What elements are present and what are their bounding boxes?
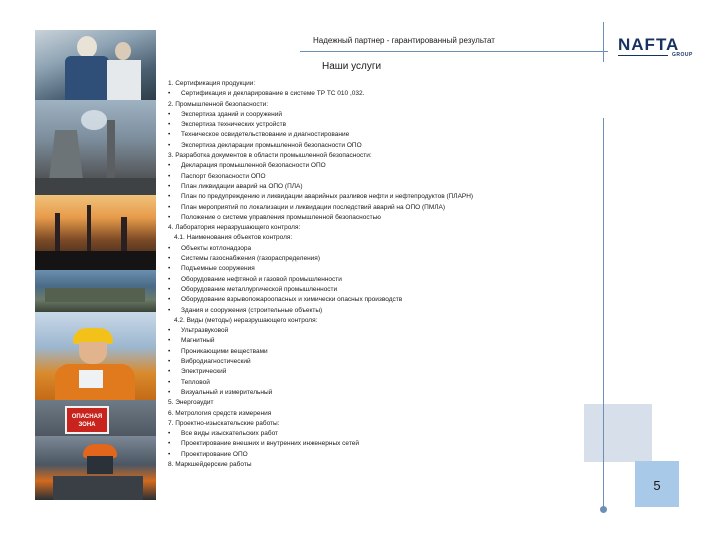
service-item-text: Оборудование металлургической промышленности xyxy=(181,285,338,293)
company-logo xyxy=(618,36,696,62)
service-heading: 7. Проектно-изыскательские работы: xyxy=(168,419,280,427)
service-bullet-item xyxy=(168,110,588,120)
service-heading: 2. Промышленной безопасности: xyxy=(168,100,269,108)
service-bullet-item xyxy=(168,203,588,213)
logo-group-label: GROUP xyxy=(672,52,693,58)
bullet-icon: • xyxy=(168,358,171,366)
bullet-icon: • xyxy=(168,121,171,129)
service-bullet-item xyxy=(168,388,588,398)
service-item-text: Объекты котлонадзора xyxy=(181,244,252,252)
photo-welder xyxy=(35,436,156,500)
bullet-icon: • xyxy=(168,255,171,263)
photo-engineers xyxy=(35,30,156,100)
service-bullet-item xyxy=(168,347,588,357)
service-item-text: Все виды изыскательских работ xyxy=(181,430,279,438)
decorative-square-light xyxy=(584,404,652,462)
bullet-icon: • xyxy=(168,378,171,386)
services-list xyxy=(168,79,588,470)
bullet-icon: • xyxy=(168,193,171,201)
decorative-dot xyxy=(600,506,607,513)
service-item-text: Электрический xyxy=(181,368,227,376)
service-bullet-item xyxy=(168,192,588,202)
logo-underline xyxy=(618,55,668,56)
service-item-text: Экспертиза декларации промышленной безопасности ОПО xyxy=(181,141,362,149)
bullet-icon: • xyxy=(168,368,171,376)
service-bullet-item xyxy=(168,120,588,130)
service-item-text: Проникающими веществами xyxy=(181,347,268,355)
bullet-icon: • xyxy=(168,327,171,335)
photo-warning-sign: ОПАСНАЯ ЗОНА xyxy=(35,400,156,436)
service-bullet-item xyxy=(168,295,588,305)
photo-collage xyxy=(35,30,156,500)
service-item-text: Проектирование внешних и внутренних инженерных сетей xyxy=(181,440,359,448)
service-item-text: Оборудование взрывопожароопасных и химически опасных производств xyxy=(181,296,403,304)
service-bullet-item xyxy=(168,378,588,388)
service-item-text: Положение о системе управления промышленной безопасностью xyxy=(181,213,381,221)
service-item-text: Паспорт безопасности ОПО xyxy=(181,172,266,180)
service-bullet-item xyxy=(168,161,588,171)
photo-worker-helmet xyxy=(35,312,156,400)
service-bullet-item xyxy=(168,439,588,449)
bullet-icon: • xyxy=(168,306,171,314)
bullet-icon: • xyxy=(168,450,171,458)
decorative-vertical-line xyxy=(603,118,604,510)
service-item-text: Сертификация и декларирование в системе ТР ТС 010 ,032. xyxy=(181,90,365,98)
service-item-text: Тепловой xyxy=(181,378,210,386)
service-item-text: Вибродиагностический xyxy=(181,358,251,366)
service-item-text: Оборудование нефтяной и газовой промышленности xyxy=(181,275,342,283)
service-heading: 5. Энергоаудит xyxy=(168,399,214,407)
bullet-icon: • xyxy=(168,182,171,190)
service-bullet-item xyxy=(168,326,588,336)
service-bullet-item xyxy=(168,254,588,264)
service-bullet-item xyxy=(168,336,588,346)
bullet-icon: • xyxy=(168,90,171,98)
service-item-text: План ликвидации аварий на ОПО (ПЛА) xyxy=(181,182,303,190)
header-vertical-divider xyxy=(603,22,604,62)
service-bullet-item xyxy=(168,130,588,140)
photo-power-plant xyxy=(35,100,156,195)
page-number: 5 xyxy=(653,478,661,493)
service-bullet-item xyxy=(168,141,588,151)
service-bullet-item xyxy=(168,172,588,182)
service-item-text: Экспертиза зданий и сооружений xyxy=(181,110,283,118)
service-bullet-item xyxy=(168,244,588,254)
service-bullet-item xyxy=(168,89,588,99)
bullet-icon: • xyxy=(168,440,171,448)
bullet-icon: • xyxy=(168,203,171,211)
service-bullet-item xyxy=(168,429,588,439)
service-item-text: Экспертиза технических устройств xyxy=(181,121,287,129)
service-bullet-item xyxy=(168,367,588,377)
service-item-text: Ультразвуковой xyxy=(181,327,229,335)
service-item-text: План по предупреждению и ликвидации аварийных разливов нефти и нефтепродуктов (ПЛАРН) xyxy=(181,193,474,201)
bullet-icon: • xyxy=(168,110,171,118)
service-item-text: План мероприятий по локализации и ликвидации последствий аварий на ОПО (ПМЛА) xyxy=(181,203,446,211)
bullet-icon: • xyxy=(168,275,171,283)
service-bullet-item xyxy=(168,450,588,460)
service-heading: 1. Сертификация продукции: xyxy=(168,80,256,87)
service-item-text: Декларация промышленной безопасности ОПО xyxy=(181,162,326,170)
service-bullet-item xyxy=(168,264,588,274)
service-bullet-item xyxy=(168,285,588,295)
bullet-icon: • xyxy=(168,141,171,149)
service-bullet-item xyxy=(168,357,588,367)
bullet-icon: • xyxy=(168,337,171,345)
service-item-text: Магнитный xyxy=(181,337,215,345)
service-bullet-item xyxy=(168,306,588,316)
bullet-icon: • xyxy=(168,285,171,293)
bullet-icon: • xyxy=(168,162,171,170)
photo-refinery-sunset xyxy=(35,195,156,270)
page-title: Наши услуги xyxy=(322,61,382,72)
service-subheading: 4.1. Наименования объектов контроля: xyxy=(174,234,293,242)
service-heading: 4. Лаборатория неразрушающего контроля: xyxy=(168,224,301,232)
service-item-text: Системы газоснабжения (газораспределения) xyxy=(181,255,320,263)
bullet-icon: • xyxy=(168,172,171,180)
service-item-text: Проектирование ОПО xyxy=(181,450,248,458)
service-item-text: Подъемные сооружения xyxy=(181,265,255,273)
service-bullet-item xyxy=(168,275,588,285)
photo-industrial-site xyxy=(35,270,156,312)
service-item-text: Визуальный и измерительный xyxy=(181,388,273,396)
bullet-icon: • xyxy=(168,347,171,355)
bullet-icon: • xyxy=(168,131,171,139)
bullet-icon: • xyxy=(168,244,171,252)
bullet-icon: • xyxy=(168,388,171,396)
bullet-icon: • xyxy=(168,296,171,304)
bullet-icon: • xyxy=(168,430,171,438)
service-item-text: Техническое освидетельствование и диагностирование xyxy=(181,131,350,139)
service-subheading: 4.2. Виды (методы) неразрушающего контроля: xyxy=(174,316,318,324)
service-bullet-item xyxy=(168,213,588,223)
service-heading: 6. Метрология средств измерения xyxy=(168,409,272,417)
logo-wordmark: NAFTA xyxy=(618,35,680,54)
bullet-icon: • xyxy=(168,265,171,273)
tagline: Надежный партнер - гарантированный результат xyxy=(313,36,495,45)
service-item-text: Здания и сооружения (строительные объекты) xyxy=(181,306,323,314)
service-bullet-item xyxy=(168,182,588,192)
service-heading: 8. Маркшейдерские работы xyxy=(168,460,252,468)
header-divider xyxy=(300,51,608,52)
bullet-icon: • xyxy=(168,213,171,221)
service-heading: 3. Разработка документов в области промышленной безопасности: xyxy=(168,152,372,160)
